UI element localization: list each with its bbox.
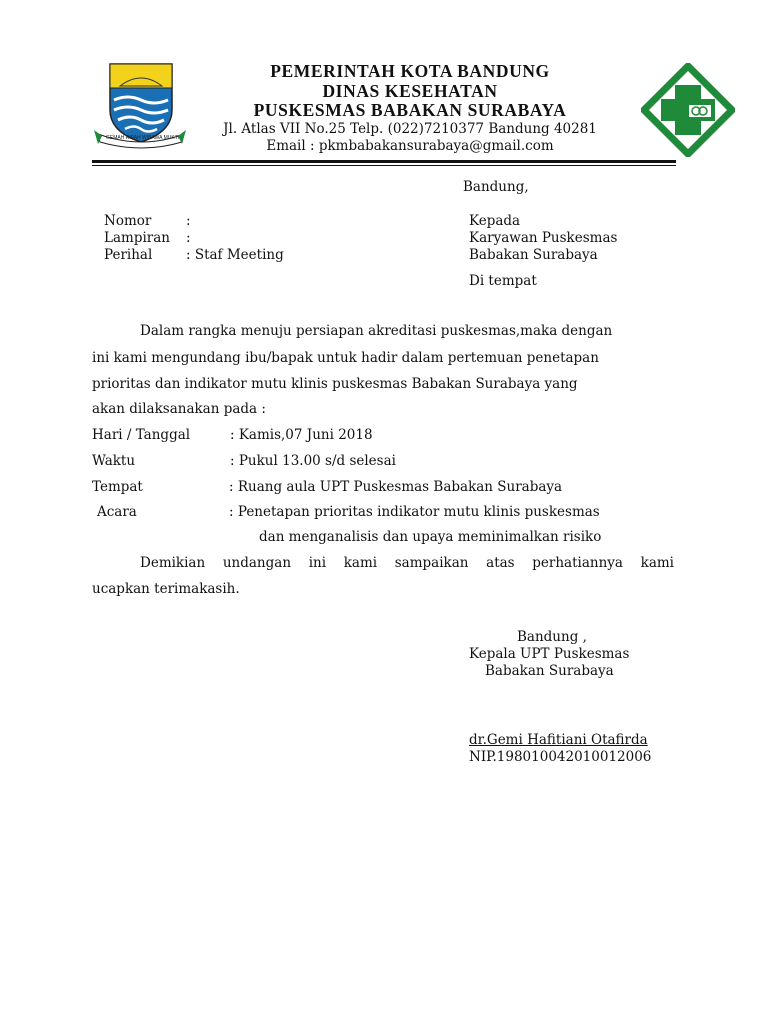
gov-title: PEMERINTAH KOTA BANDUNG bbox=[270, 61, 550, 81]
signatory-name: dr.Gemi Hafitiani Otafirda bbox=[469, 732, 648, 748]
waktu-label: Waktu bbox=[92, 453, 136, 469]
header-divider-thick bbox=[92, 160, 676, 163]
waktu-value: : Pukul 13.00 s/d selesai bbox=[230, 453, 396, 469]
puskesmas-title: PUSKESMAS BABAKAN SURABAYA bbox=[253, 100, 567, 120]
perihal-value: : Staf Meeting bbox=[186, 247, 284, 263]
body-line4: akan dilaksanakan pada : bbox=[92, 401, 266, 417]
email: Email : pkmbabakansurabaya@gmail.com bbox=[266, 138, 554, 154]
hari-label: Hari / Tanggal bbox=[92, 427, 191, 443]
closing-line1: Demikian undangan ini kami sampaikan atas perhatiannya kami bbox=[140, 555, 674, 571]
perihal-label: Perihal bbox=[104, 247, 153, 263]
lampiran-label: Lampiran bbox=[104, 230, 170, 246]
date-line: Bandung, bbox=[463, 179, 529, 195]
signature-title-line2: Babakan Surabaya bbox=[485, 663, 614, 679]
recipient-line1: Kepada bbox=[469, 213, 521, 229]
city-motto: GEMAH RIPAH WIBAWA MUKTI bbox=[106, 135, 180, 141]
signatory-nip: NIP.198010042010012006 bbox=[469, 749, 652, 765]
body-line2: ini kami mengundang ibu/bapak untuk hadir dalam pertemuan penetapan bbox=[92, 350, 599, 366]
closing-line2: ucapkan terimakasih. bbox=[92, 581, 240, 597]
signature-title-line1: Kepala UPT Puskesmas bbox=[469, 646, 630, 662]
city-logo bbox=[92, 58, 188, 150]
body-line3: prioritas dan indikator mutu klinis puskesmas Babakan Surabaya yang bbox=[92, 376, 578, 392]
body-line1: Dalam rangka menuju persiapan akreditasi puskesmas,maka dengan bbox=[140, 323, 613, 339]
hari-value: : Kamis,07 Juni 2018 bbox=[230, 427, 373, 443]
header-divider-thin bbox=[92, 165, 676, 166]
lampiran-value: : bbox=[186, 230, 191, 246]
tempat-value: : Ruang aula UPT Puskesmas Babakan Surabaya bbox=[229, 479, 563, 495]
nomor-value: : bbox=[186, 213, 191, 229]
acara-value-line2: dan menganalisis dan upaya meminimalkan risiko bbox=[259, 529, 602, 545]
dept-title: DINAS KESEHATAN bbox=[322, 81, 498, 101]
signature-place: Bandung , bbox=[517, 629, 587, 645]
recipient-line2: Karyawan Puskesmas bbox=[469, 230, 618, 246]
acara-value-line1: : Penetapan prioritas indikator mutu klinis puskesmas bbox=[229, 504, 600, 520]
recipient-line4: Di tempat bbox=[469, 273, 537, 289]
nomor-label: Nomor bbox=[104, 213, 152, 229]
acara-label: Acara bbox=[97, 504, 137, 520]
puskesmas-logo bbox=[641, 63, 735, 157]
address: Jl. Atlas VII No.25 Telp. (022)7210377 Bandung 40281 bbox=[223, 121, 597, 137]
tempat-label: Tempat bbox=[92, 479, 143, 495]
recipient-line3: Babakan Surabaya bbox=[469, 247, 598, 263]
